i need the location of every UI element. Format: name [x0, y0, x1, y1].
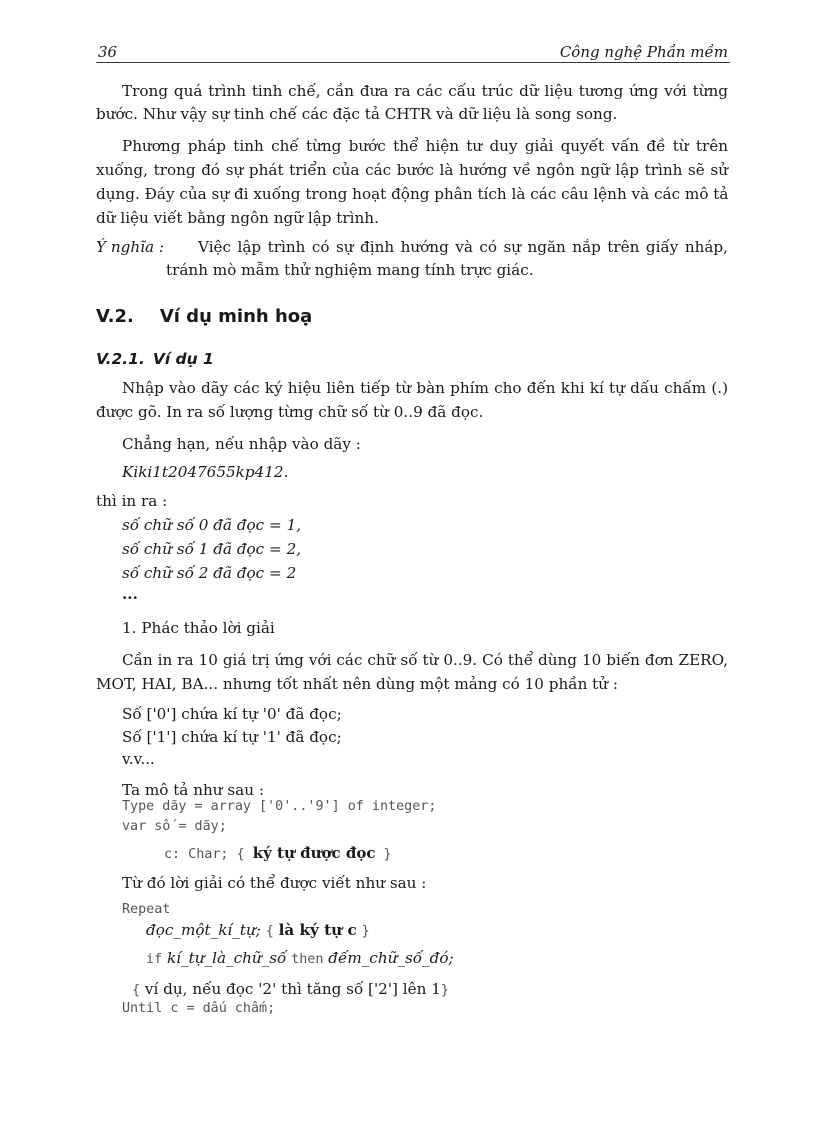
output-ellipsis: ...	[122, 585, 138, 603]
subsection-number: V.2.1.	[96, 350, 145, 368]
output-intro: thì in ra :	[96, 492, 168, 510]
output-line: số chữ số 2 đã đọc = 2	[122, 564, 297, 582]
code-brace-close: }	[440, 983, 449, 998]
section-number: V.2.	[96, 306, 134, 327]
problem-line1: Nhập vào dãy các ký hiệu liên tiếp từ bàn phím cho đến khi kí tự dấu chấm (.)	[122, 379, 728, 397]
example-input: Kiki1t2047655kp412.	[122, 463, 289, 481]
subsection-title: Ví dụ 1	[152, 350, 214, 368]
para2-line4: dữ liệu viết bằng ngôn ngữ lập trình.	[96, 209, 379, 227]
code-repeat: Repeat	[122, 902, 171, 917]
code-read-call: đọc_một_kí_tự;	[146, 921, 261, 939]
code-char-decl	[164, 843, 392, 865]
array-example-etc: v.v...	[122, 750, 155, 768]
para2-line2: xuống, trong đó sự phát triển của các bước là hướng về ngôn ngữ lập trình sẽ sử	[96, 161, 728, 179]
example-intro: Chẳng hạn, nếu nhập vào dãy :	[122, 435, 361, 453]
page-header	[96, 40, 730, 63]
para1-line1: Trong quá trình tinh chế, cần đưa ra các cấu trúc dữ liệu tương ứng với từng	[122, 82, 728, 100]
code-if-condition: kí_tự_là_chữ_số	[166, 949, 287, 967]
code-brace-open: {	[265, 924, 274, 939]
describe-intro: Ta mô tả như sau :	[122, 781, 264, 799]
output-line: số chữ số 1 đã đọc = 2,	[122, 540, 302, 558]
code-brace-open: {	[132, 983, 141, 998]
para1-line2: bước. Như vậy sự tinh chế các đặc tả CHTR và dữ liệu là song song.	[96, 105, 618, 123]
meaning-line2: tránh mò mẫm thử nghiệm mang tính trực giác.	[166, 261, 534, 279]
para2-line3: dụng. Đáy của sự đi xuống trong hoạt động phân tích là các câu lệnh và các mô tả	[96, 185, 729, 203]
code-var-decl: var số = dãy;	[122, 819, 227, 834]
book-title: Công nghệ Phần mềm	[559, 43, 728, 61]
array-example: Số ['1'] chứa kí tự '1' đã đọc;	[122, 728, 342, 746]
code-type-decl: Type dãy = array ['0'..'9'] of integer;	[122, 799, 437, 814]
code-brace-close: }	[383, 847, 392, 862]
section-title: Ví dụ minh hoạ	[159, 306, 313, 327]
meaning-line1: Việc lập trình có sự định hướng và có sự ngăn nắp trên giấy nháp,	[198, 238, 728, 256]
meaning-label: Ý nghĩa :	[96, 238, 164, 256]
code-read-line	[146, 920, 370, 942]
code-if-line	[146, 948, 454, 970]
solution-intro: Từ đó lời giải có thể được viết như sau :	[122, 874, 427, 892]
code-then-keyword: then	[291, 952, 324, 967]
section-heading	[96, 306, 312, 327]
step1-title: 1. Phác thảo lời giải	[122, 619, 275, 637]
step1-line2: MOT, HAI, BA... nhưng tốt nhất nên dùng một mảng có 10 phần tử :	[96, 675, 619, 693]
subsection-heading	[96, 350, 214, 368]
page-number: 36	[98, 43, 118, 61]
code-read-comment: là ký tự c	[278, 921, 357, 939]
step1-line1: Cần in ra 10 giá trị ứng với các chữ số từ 0..9. Có thể dùng 10 biến đơn ZERO,	[122, 651, 728, 669]
code-comment-line	[132, 979, 449, 1001]
code-if-keyword: if	[146, 952, 163, 967]
para2-line1: Phương pháp tinh chế từng bước thể hiện tư duy giải quyết vấn đề từ trên	[122, 137, 728, 155]
code-then-action: đếm_chữ_số_đó;	[328, 949, 454, 967]
array-example: Số ['0'] chứa kí tự '0' đã đọc;	[122, 705, 342, 723]
problem-line2: được gõ. In ra số lượng từng chữ số từ 0..9 đã đọc.	[96, 403, 484, 421]
code-comment-text: ví dụ, nếu đọc '2' thì tăng số ['2'] lên 1	[144, 980, 441, 998]
code-until: Until c = dấu chấm;	[122, 1001, 276, 1016]
code-char-comment: ký tự được đọc	[252, 844, 376, 862]
output-line: số chữ số 0 đã đọc = 1,	[122, 516, 302, 534]
code-brace-close: }	[361, 924, 370, 939]
code-char-text: c: Char; {	[164, 847, 245, 862]
